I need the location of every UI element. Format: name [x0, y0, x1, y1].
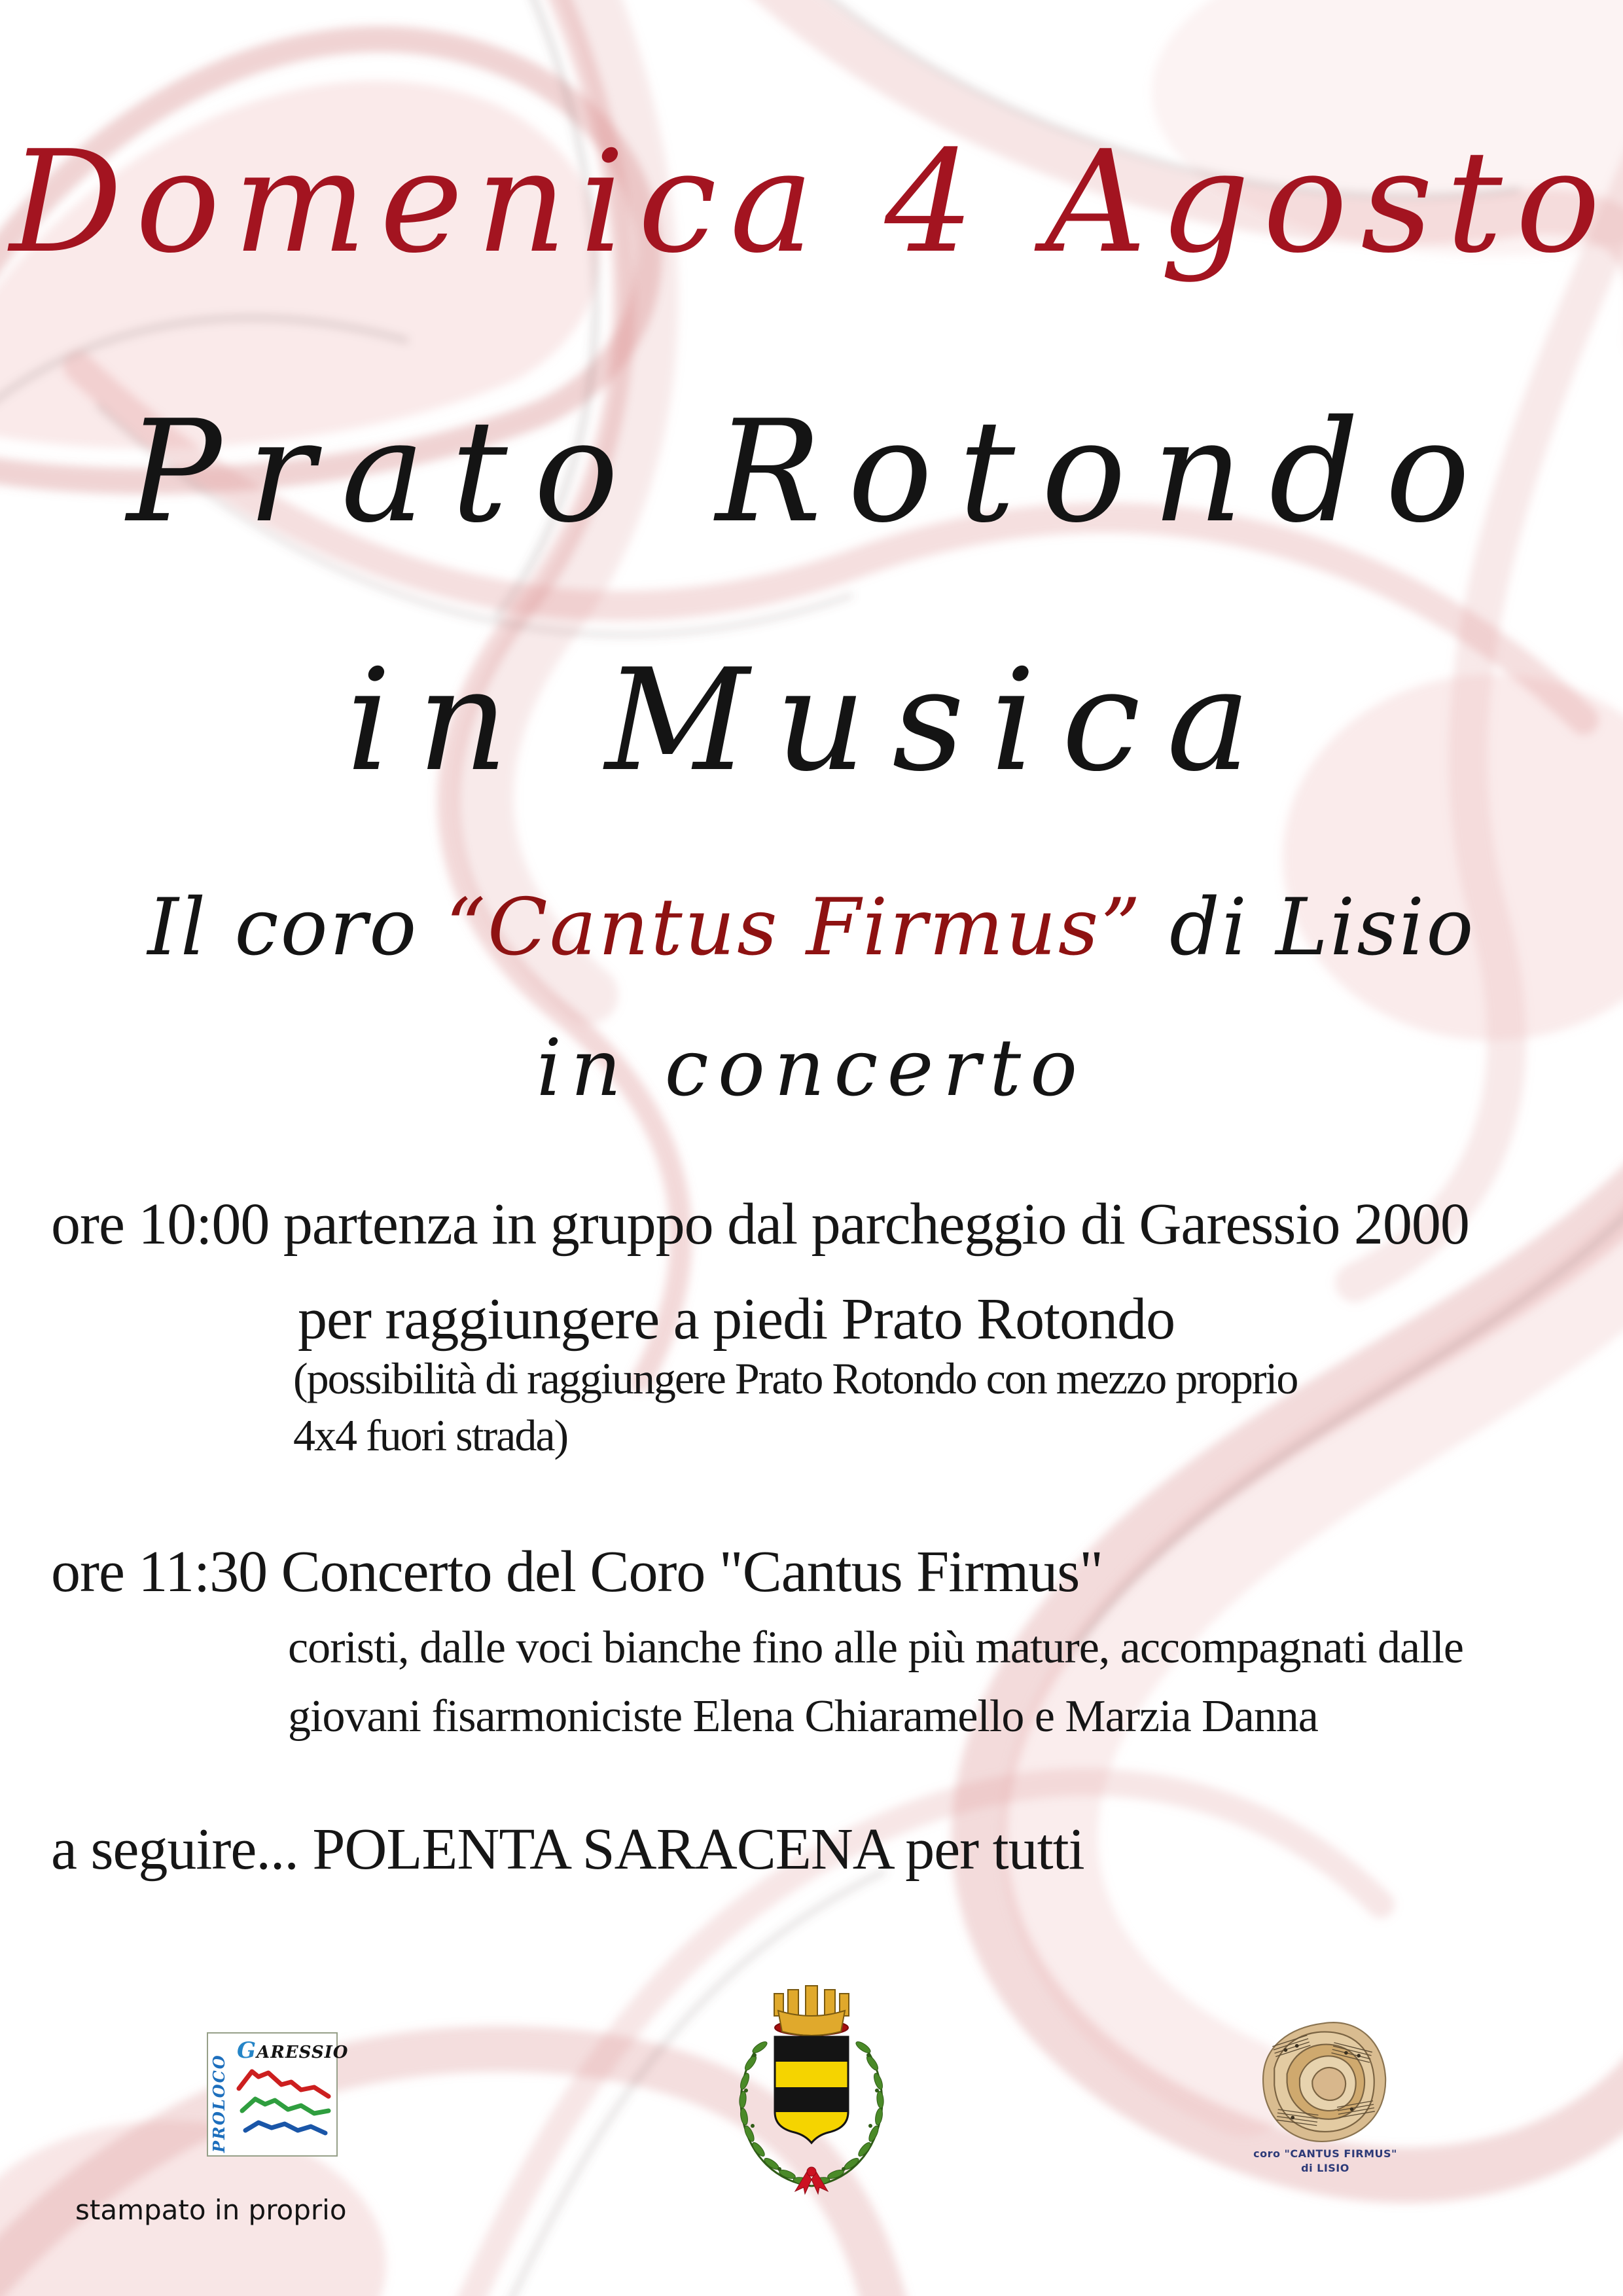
mountain-ridges-icon: [236, 2062, 334, 2147]
subtitle-line: [0, 879, 1623, 977]
schedule-item2-time-line: ore 11:30 Concerto del Coro "Cantus Firmus": [51, 1539, 1103, 1604]
schedule-item2-line2: coristi, dalle voci bianche fino alle più mature, accompagnati dalle: [288, 1623, 1463, 1673]
garessio-coat-of-arms: [723, 1971, 900, 2197]
date-title: Domenica 4 Agosto: [9, 120, 1614, 284]
subtitle-line2: in concerto: [536, 1023, 1087, 1114]
garessio-rest: ARESSIO: [257, 2043, 349, 2062]
mural-crown-icon: [774, 1986, 849, 2036]
garessio-word: [237, 2037, 348, 2064]
proloco-garessio-logo: [207, 2032, 349, 2157]
choir-name: “Cantus Firmus”: [445, 882, 1143, 973]
proloco-vertical-word: PROLOCO: [209, 2054, 228, 2153]
schedule-item1-note2: 4x4 fuori strada): [293, 1410, 568, 1460]
cantus-firmus-rose-logo: [1253, 2011, 1394, 2151]
striped-shield-icon: [775, 2037, 848, 2145]
subtitle-prefix: Il coro: [147, 882, 446, 973]
schedule-item1-line2: per raggiungere a piedi Prato Rotondo: [298, 1287, 1175, 1352]
rose-caption: [1237, 2147, 1414, 2176]
garessio-initial: G: [237, 2037, 257, 2064]
schedule-item1-note1: (possibilità di raggiungere Prato Rotondo con mezzo proprio: [293, 1354, 1298, 1403]
main-title-line2: in Musica: [346, 638, 1277, 802]
closing-line: a seguire... POLENTA SARACENA per tutti: [51, 1817, 1084, 1882]
main-title-line1: Prato Rotondo: [126, 389, 1497, 554]
schedule-item2-line3: giovani fisarmoniciste Elena Chiaramello e Marzia Danna: [288, 1691, 1318, 1742]
rose-caption-line1: coro "CANTUS FIRMUS": [1253, 2147, 1397, 2160]
schedule-item1-time-line: ore 10:00 partenza in gruppo dal parcheggio di Garessio 2000: [51, 1192, 1469, 1257]
printed-note: stampato in proprio: [75, 2194, 347, 2226]
subtitle-suffix: di Lisio: [1142, 882, 1476, 973]
rose-caption-line2: di LISIO: [1301, 2162, 1349, 2175]
